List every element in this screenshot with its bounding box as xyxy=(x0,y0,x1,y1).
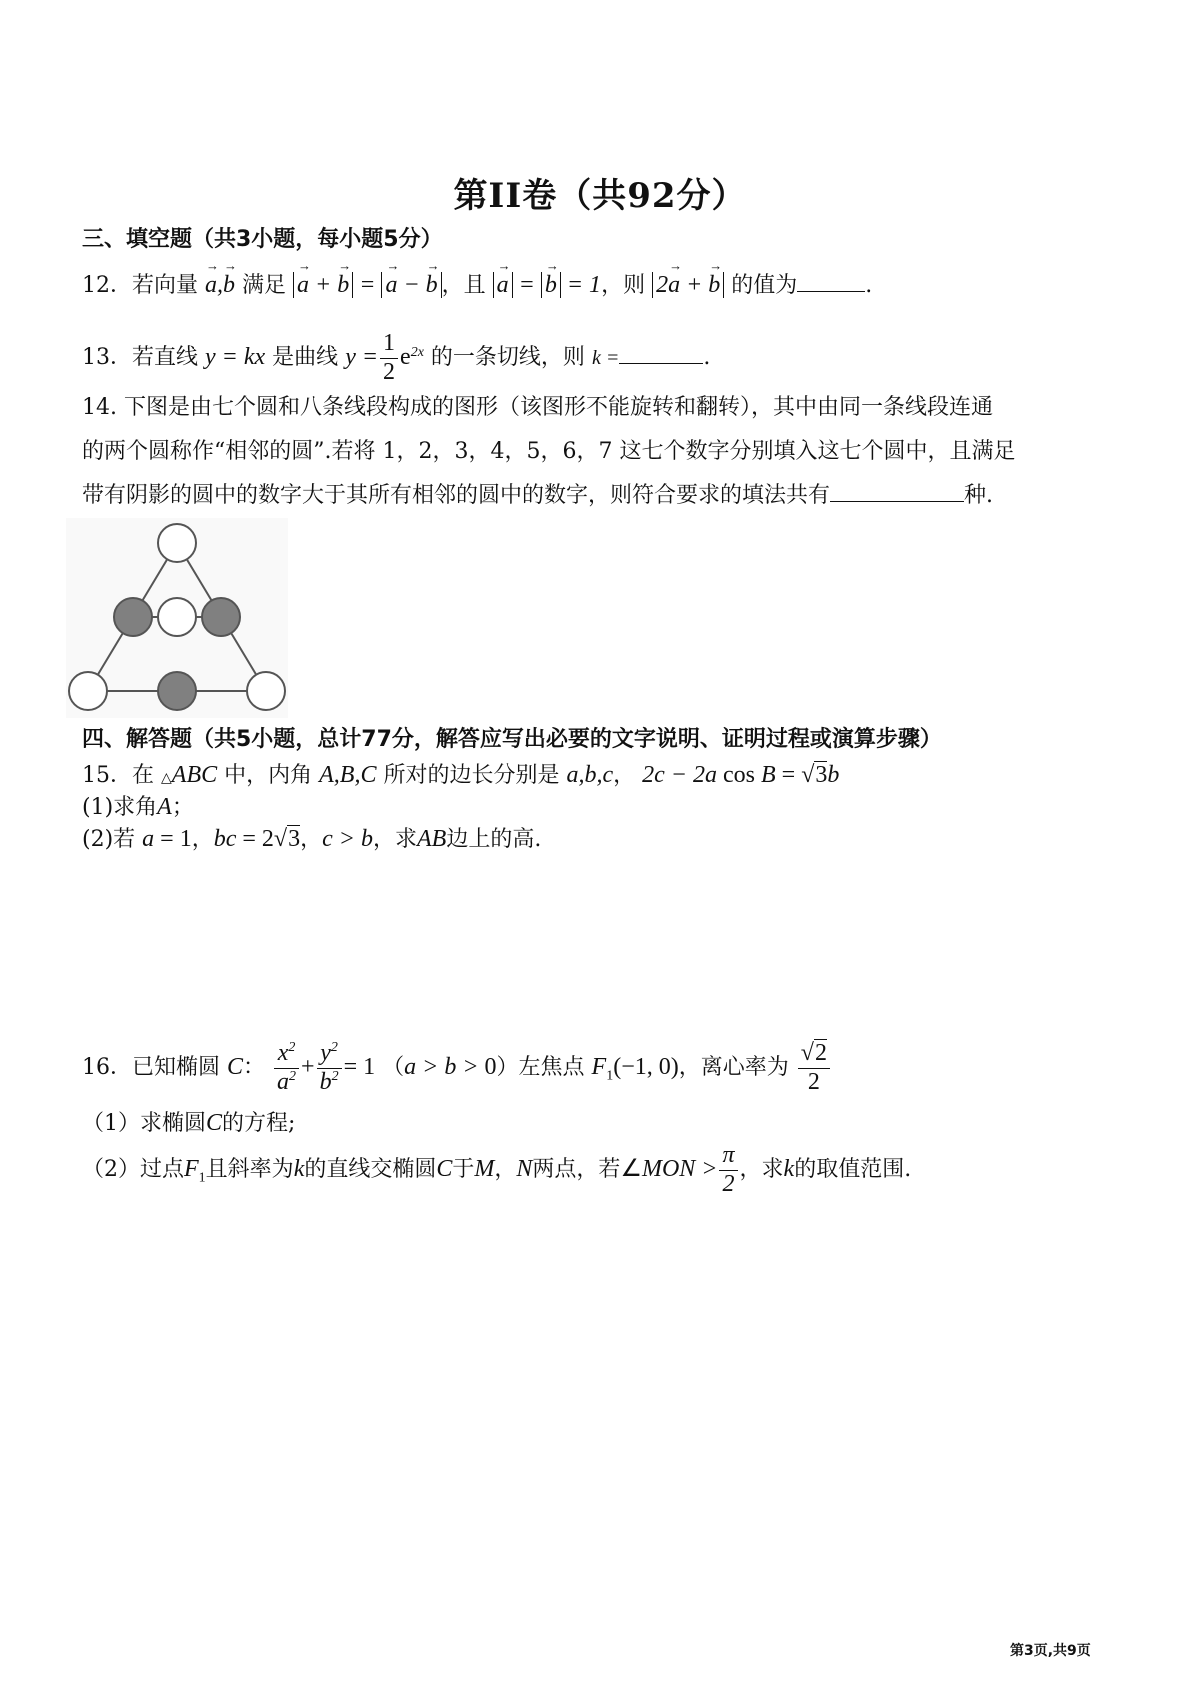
circles-figure xyxy=(66,518,288,718)
question-15-part1: (1)求角A； xyxy=(82,794,194,820)
circle-mid-center xyxy=(158,598,196,636)
circle-bottom-right xyxy=(247,672,285,710)
section-heading-fill-in: 三、填空题（共3小题，每小题5分） xyxy=(82,227,443,252)
question-13: 13．若直线 y = kx 是曲线 y = $\frac{1}{2}$ $e^{2x}$ 的一条切线，则 k = . xyxy=(82,330,711,385)
question-14-line3: 带有阴影的圆中的数字大于其所有相邻的圆中的数字，则符合要求的填法共有 种. xyxy=(82,483,994,508)
circle-bottom-center-shaded xyxy=(158,672,196,710)
question-16-part1: （1）求椭圆C的方程; xyxy=(82,1110,296,1136)
section-heading-solutions: 四、解答题（共5小题，总计77分，解答应写出必要的文字说明、证明过程或演算步骤） xyxy=(82,727,942,752)
circle-mid-right-shaded xyxy=(202,598,240,636)
answer-blank[interactable] xyxy=(830,501,964,502)
answer-blank[interactable] xyxy=(619,363,703,364)
question-15: 15．在 △ABC 中，内角 A,B,C 所对的边长分别是 a,b,c， 2c − 2a cos B = √3b xyxy=(82,762,840,788)
circle-mid-left-shaded xyxy=(114,598,152,636)
page-footer: 第3页,共9页 xyxy=(1010,1643,1091,1659)
circle-bottom-left xyxy=(69,672,107,710)
circle-top xyxy=(158,524,196,562)
question-15-part2: (2)若 a = 1，bc = 2√3，c > b，求AB边上的高. xyxy=(82,826,542,852)
answer-blank[interactable] xyxy=(797,291,865,292)
question-14-line2: 的两个圆称作“相邻的圆”.若将 1，2，3，4，5，6，7 这七个数字分别填入这七个圆中，且满足 xyxy=(82,439,1016,464)
page-title: 第II卷（共92分） xyxy=(453,176,747,216)
question-14-line1: 14. 下图是由七个圆和八条线段构成的图形（该图形不能旋转和翻转），其中由同一条线段连通 xyxy=(82,395,993,420)
question-16-part2: （2）过点$F_1$且斜率为k的直线交椭圆C于M，N两点，若∠MON > $\frac{\pi}{2}$ ，求k的取值范围. xyxy=(82,1142,912,1197)
question-12: 12．若向量 → a,→ b 满足 → a + → b = → a − → b ，且 → a = → b = 1，则 2→ a + → b 的值为 . xyxy=(82,268,872,299)
question-16: 16．已知椭圆 C： $\frac{x^2}{a^2}$ + $\frac{y^2}{b^2}$ = 1 （a > b > 0）左焦点 $F_1(-1$, 0)，离心率为 $\frac{√2}{2}$ xyxy=(82,1040,832,1096)
